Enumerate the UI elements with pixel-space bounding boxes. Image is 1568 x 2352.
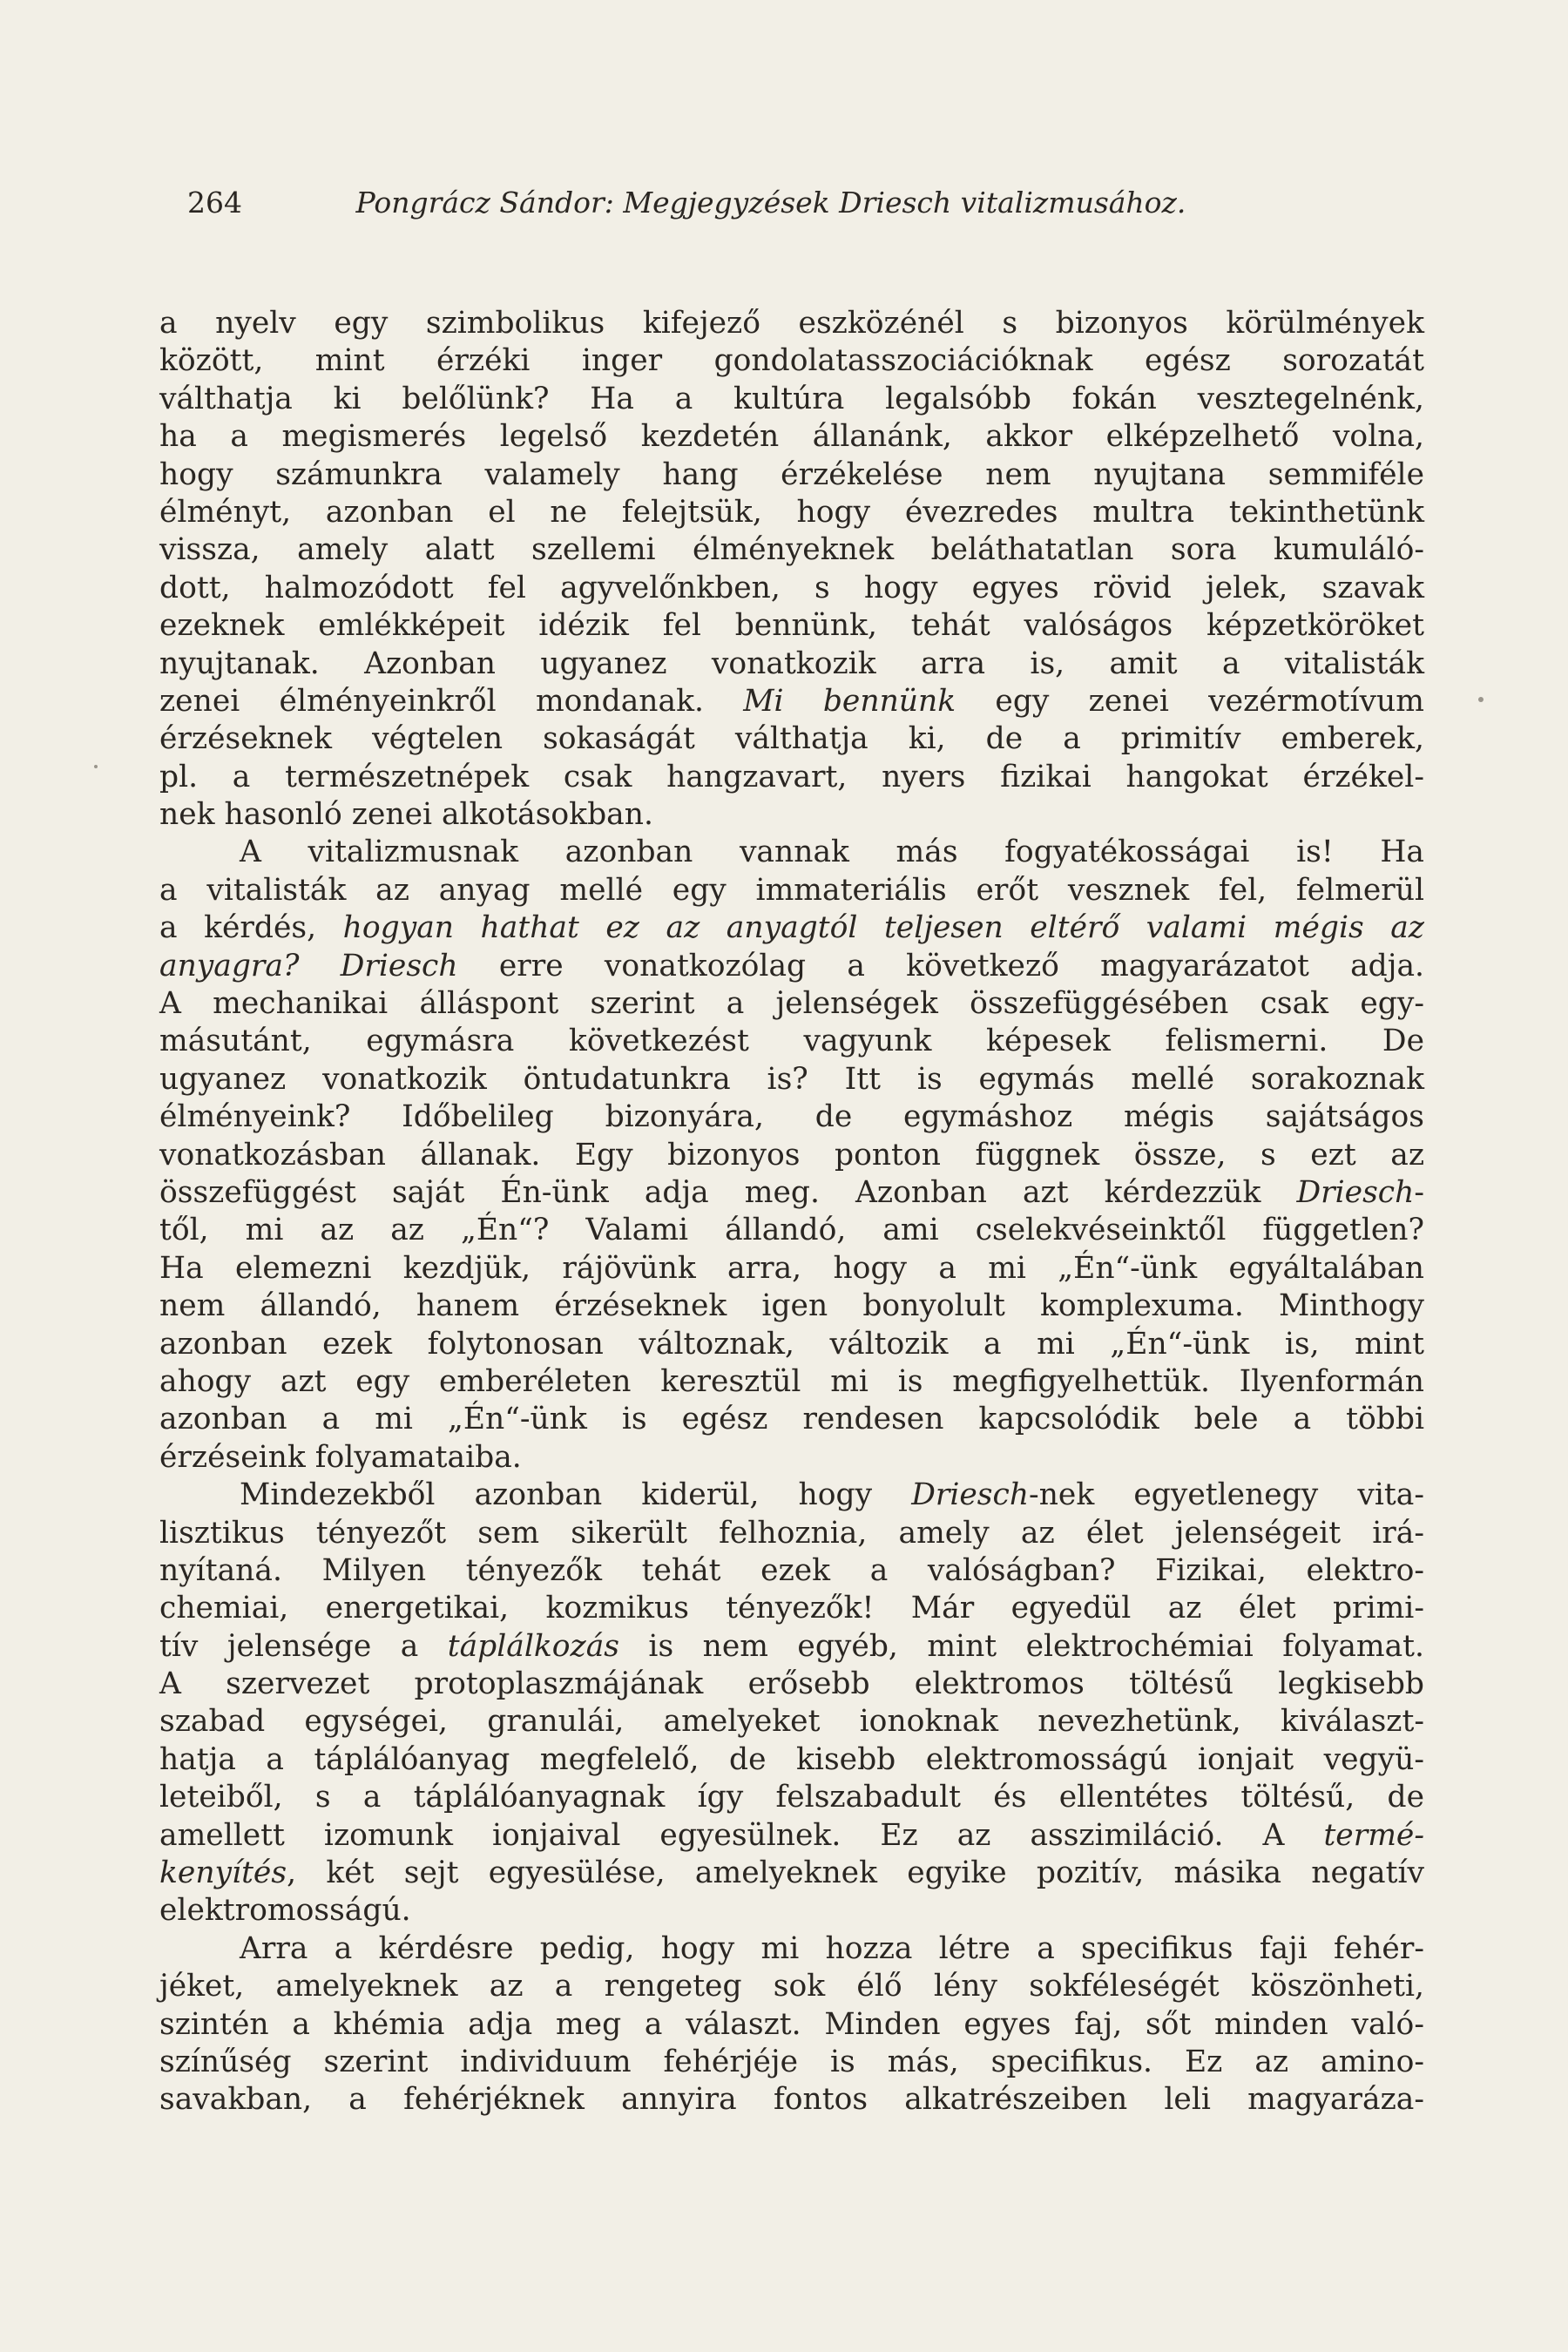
text-line: élményeink? Időbelileg bizonyára, de egymáshoz mégis sajátságos [159, 1099, 1424, 1135]
text-line: élményt, azonban el ne felejtsük, hogy évezredes multra tekinthetünk [159, 494, 1424, 530]
text-line: Mindezekből azonban kiderül, hogy Driesch-nek egyetlenegy vita- [240, 1477, 1424, 1513]
text-line: A vitalizmusnak azonban vannak más fogyatékosságai is! Ha [240, 835, 1424, 870]
text-line: vonatkozásban állanak. Egy bizonyos ponton függnek össze, s ezt az [159, 1137, 1424, 1173]
text-line: től, mi az az „Én“? Valami állandó, ami cselekvéseinktől független? [159, 1213, 1424, 1248]
page-number: 264 [187, 186, 242, 220]
text-line: színűség szerint individuum fehérjéje is más, specifikus. Ez az amino- [159, 2044, 1424, 2079]
text-line: kenyítés, két sejt egyesülése, amelyeknek egyike pozitív, másika negatív [159, 1855, 1424, 1891]
text-line: a kérdés, hogyan hathat ez az anyagtól teljesen eltérő valami mégis az [159, 910, 1424, 946]
text-line: vissza, amely alatt szellemi élményeknek beláthatatlan sora kumuláló- [159, 532, 1424, 568]
text-line: szintén a khémia adja meg a választ. Minden egyes faj, sőt minden való- [159, 2006, 1424, 2042]
text-line: ezeknek emlékképeit idézik fel bennünk, tehát valóságos képzetköröket [159, 608, 1424, 644]
text-line: A mechanikai álláspont szerint a jelenségek összefüggésében csak egy- [159, 986, 1424, 1022]
text-line: válthatja ki belőlünk? Ha a kultúra legalsóbb fokán vesztegelnénk, [159, 381, 1424, 416]
text-line: a vitalisták az anyag mellé egy immateriális erőt vesznek fel, felmerül [159, 872, 1424, 908]
text-line: nem állandó, hanem érzéseknek igen bonyolult komplexuma. Minthogy [159, 1288, 1424, 1324]
body-text [159, 305, 1424, 2119]
text-line: ha a megismerés legelső kezdetén állanánk, akkor elképzelhető volna, [159, 419, 1424, 455]
running-title: Pongrácz Sándor: Megjegyzések Driesch vitalizmusához. [355, 186, 1186, 220]
text-line: anyagra? Driesch erre vonatkozólag a következő magyarázatot adja. [159, 948, 1424, 983]
text-line: szabad egységei, granulái, amelyeket ionoknak nevezhetünk, kiválaszt- [159, 1704, 1424, 1740]
text-line: nek hasonló zenei alkotásokban. [159, 797, 653, 833]
text-line: között, mint érzéki inger gondolatasszociációknak egész sorozatát [159, 343, 1424, 379]
text-line: hogy számunkra valamely hang érzékelése nem nyujtana semmiféle [159, 456, 1424, 492]
text-line: hatja a táplálóanyag megfelelő, de kisebb elektromosságú ionjait vegyü- [159, 1741, 1424, 1777]
text-line: pl. a természetnépek csak hangzavart, nyers fizikai hangokat érzékel- [159, 759, 1424, 794]
paper-speck [94, 765, 98, 768]
text-line: amellett izomunk ionjaival egyesülnek. Ez az asszimiláció. A termé- [159, 1817, 1424, 1853]
text-line: lisztikus tényezőt sem sikerült felhoznia, amely az élet jelenségeit irá- [159, 1515, 1424, 1551]
text-line: elektromosságú. [159, 1893, 411, 1929]
paper-speck [1478, 697, 1484, 702]
text-line: másutánt, egymásra következést vagyunk képesek felismerni. De [159, 1024, 1424, 1059]
text-line: chemiai, energetikai, kozmikus tényezők! Már egyedül az élet primi- [159, 1591, 1424, 1626]
text-line: nyítaná. Milyen tényezők tehát ezek a valóságban? Fizikai, elektro- [159, 1552, 1424, 1588]
text-line: leteiből, s a táplálóanyagnak így felszabadult és ellentétes töltésű, de [159, 1780, 1424, 1815]
text-line: összefüggést saját Én-ünk adja meg. Azonban azt kérdezzük Driesch- [159, 1174, 1424, 1210]
text-line: tív jelensége a táplálkozás is nem egyéb, mint elektrochémiai folyamat. [159, 1628, 1424, 1664]
text-line: azonban ezek folytonosan változnak, változik a mi „Én“-ünk is, mint [159, 1326, 1424, 1362]
text-line: a nyelv egy szimbolikus kifejező eszközénél s bizonyos körülmények [159, 306, 1424, 341]
text-line: nyujtanak. Azonban ugyanez vonatkozik arra is, amit a vitalisták [159, 645, 1424, 681]
text-line: azonban a mi „Én“-ünk is egész rendesen kapcsolódik bele a többi [159, 1402, 1424, 1437]
text-line: savakban, a fehérjéknek annyira fontos alkatrészeiben leli magyaráza- [159, 2082, 1424, 2118]
text-line: dott, halmozódott fel agyvelőnkben, s hogy egyes rövid jelek, szavak [159, 570, 1424, 605]
page-header [187, 181, 1424, 225]
text-line: érzéseknek végtelen sokaságát válthatja ki, de a primitív emberek, [159, 721, 1424, 757]
text-line: A szervezet protoplaszmájának erősebb elektromos töltésű legkisebb [159, 1666, 1424, 1702]
text-line: Ha elemezni kezdjük, rájövünk arra, hogy a mi „Én“-ünk egyáltalában [159, 1250, 1424, 1286]
text-line: Arra a kérdésre pedig, hogy mi hozza létre a specifikus faji fehér- [240, 1930, 1424, 1966]
text-line: ugyanez vonatkozik öntudatunkra is? Itt is egymás mellé sorakoznak [159, 1061, 1424, 1097]
text-line: ahogy azt egy emberéleten keresztül mi is megfigyelhettük. Ilyenformán [159, 1363, 1424, 1399]
text-line: jéket, amelyeknek az a rengeteg sok élő lény sokféleségét köszönheti, [159, 1969, 1424, 2004]
text-line: érzéseink folyamataiba. [159, 1439, 522, 1475]
text-line: zenei élményeinkről mondanak. Mi bennünk egy zenei vezérmotívum [159, 683, 1424, 719]
